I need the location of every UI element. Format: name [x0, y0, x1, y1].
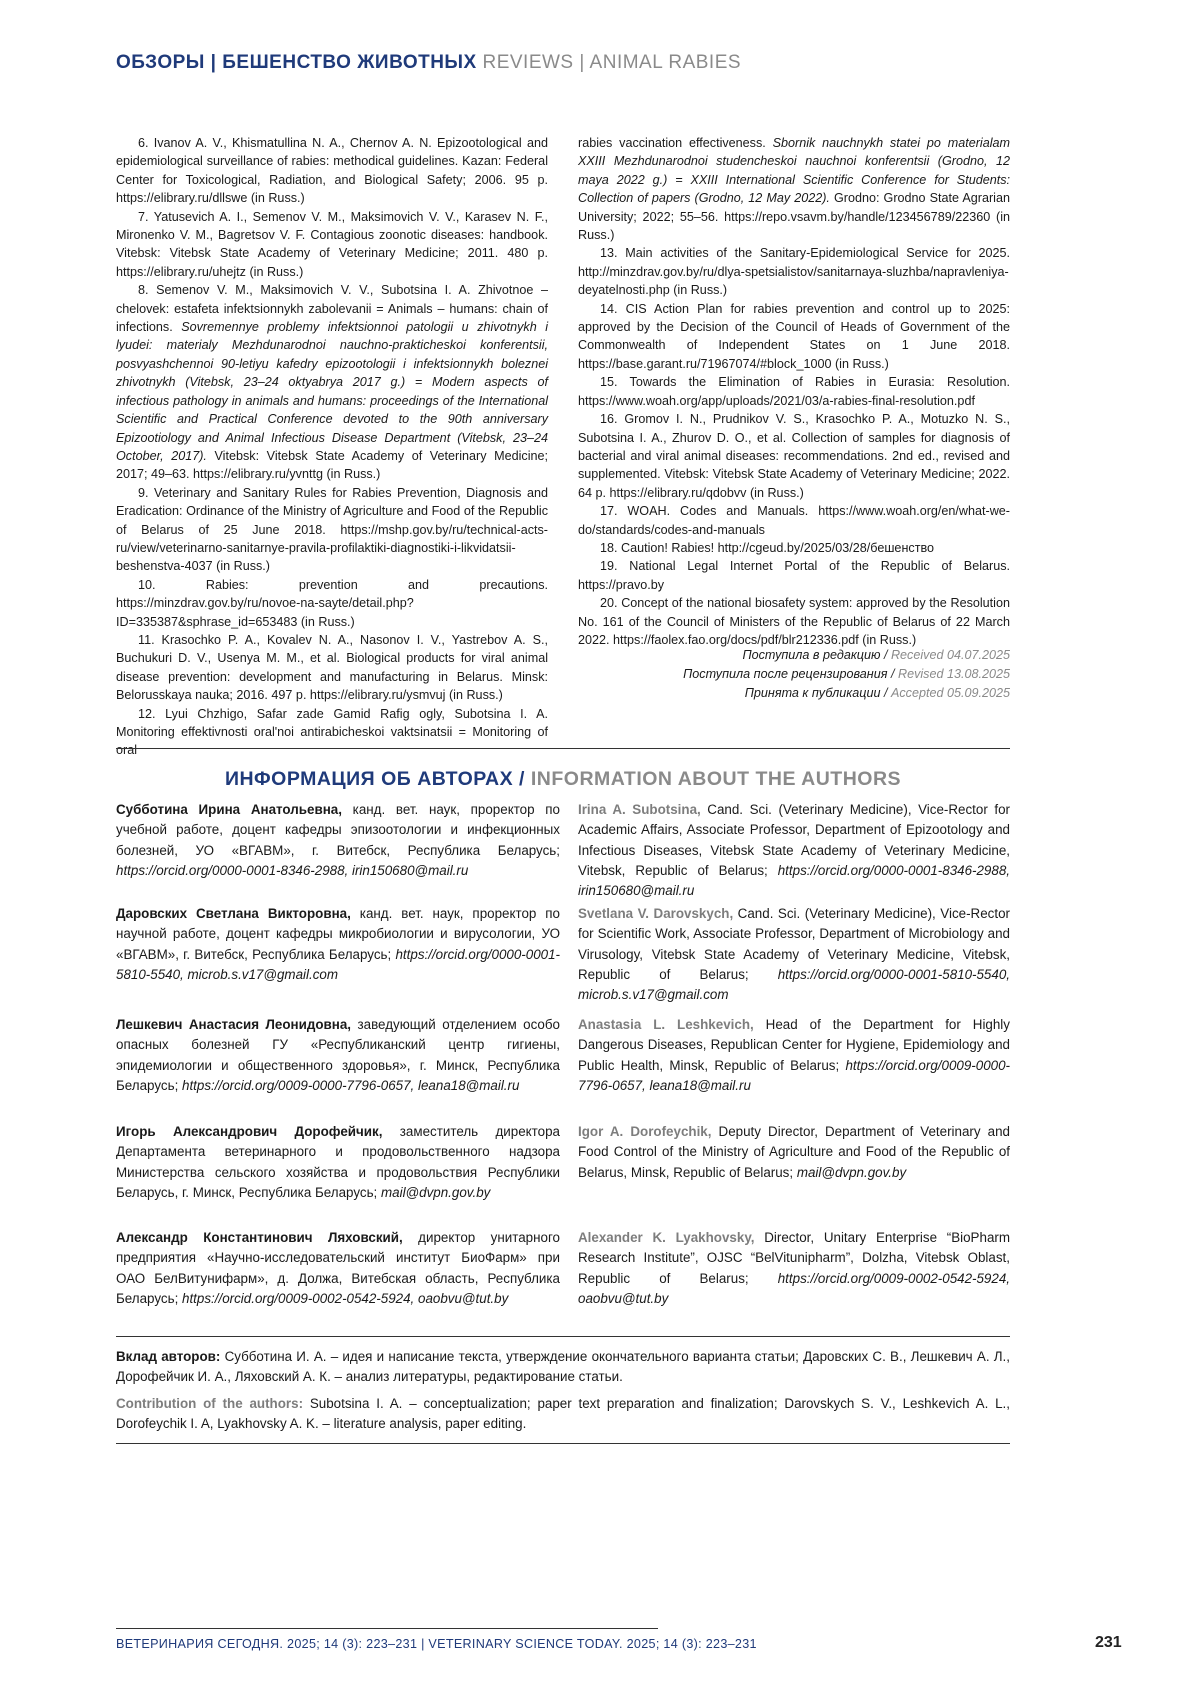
- author-en-1: Irina A. Subotsina, Cand. Sci. (Veterinary Medicine), Vice-Rector for Academic Affairs, Associate Professor, Department of Epizootology and Infectious Diseases, Vitebsk State Academy of Veterinary Medicine, Vitebsk, Republic of Belarus; https://orcid.org/0000-0001-8346-2988, irin150680@mail.ru: [578, 800, 1010, 901]
- divider-authors-top: [116, 748, 1010, 749]
- revised-date: Поступила после рецензирования / Revised 13.08.2025: [578, 665, 1010, 684]
- left-reference-6: 12. Lyui Chzhigo, Safar zade Gamid Rafig ogly, Subotsina I. A. Monitoring effektivnosti oral'noi antirabicheskoi vaktsinatsii = Monitoring of oral: [116, 705, 548, 760]
- footer-citation: ВЕТЕРИНАРИЯ СЕГОДНЯ. 2025; 14 (3): 223–231 | VETERINARY SCIENCE TODAY. 2025; 14 (3): 223–231: [116, 1637, 757, 1651]
- author-en-3: Anastasia L. Leshkevich, Head of the Department for Highly Dangerous Diseases, Republican Center for Hygiene, Epidemiology and Public Health, Minsk, Republic of Belarus; https://orcid.org/0009-0000-7796-0657, leana18@mail.ru: [578, 1015, 1010, 1096]
- right-reference-5: 17. WOAH. Codes and Manuals. https://www.woah.org/en/what-we-do/standards/codes-and-manuals: [578, 502, 1010, 539]
- references-left-column: [116, 134, 548, 760]
- right-reference-4: 16. Gromov I. N., Prudnikov V. S., Krasochko P. A., Motuzko N. S., Subotsina I. A., Zhurov D. O., et al. Collection of samples for diagnosis of bacterial and viral animal diseases: recommendations. 2nd ed., revised and supplemented. Vitebsk: Vitebsk State Academy of Veterinary Medicine; 2022. 64 p. https://elibrary.ru/qdobvv (in Russ.): [578, 410, 1010, 502]
- authors-section-title: ИНФОРМАЦИЯ ОБ АВТОРАХ / INFORMATION ABOUT THE AUTHORS: [116, 768, 1010, 791]
- left-reference-1: 7. Yatusevich A. I., Semenov V. M., Maksimovich V. V., Karasev N. F., Mironenko V. M., Bagretsov V. F. Contagious zoonotic diseases: handbook. Vitebsk: Vitebsk State Academy of Veterinary Medicine; 2011. 480 p. https://elibrary.ru/uhejtz (in Russ.): [116, 208, 548, 282]
- page-number: 231: [1095, 1634, 1122, 1652]
- article-dates: [578, 646, 1010, 703]
- divider-contrib-top: [116, 1336, 1010, 1337]
- accepted-date: Принята к публикации / Accepted 05.09.2025: [578, 684, 1010, 703]
- right-reference-7: 19. National Legal Internet Portal of the Republic of Belarus. https://pravo.by: [578, 557, 1010, 594]
- author-en-4: Igor A. Dorofeychik, Deputy Director, Department of Veterinary and Food Control of the Ministry of Agriculture and Food of the Republic of Belarus, Minsk, Republic of Belarus; mail@dvpn.gov.by: [578, 1122, 1010, 1183]
- running-header: [116, 52, 741, 74]
- right-reference-1: 13. Main activities of the Sanitary-Epidemiological Service for 2025. http://minzdrav.gov.by/ru/dlya-spetsialistov/sanitarnaya-sluzhba/napravleniya-deyatelnosti.php (in Russ.): [578, 244, 1010, 299]
- left-reference-4: 10. Rabies: prevention and precautions. https://minzdrav.gov.by/ru/novoe-na-sayte/detail.php?ID=335387&sphrase_id=653483 (in Russ.): [116, 576, 548, 631]
- header-ru: ОБЗОРЫ | БЕШЕНСТВО ЖИВОТНЫХ: [116, 52, 477, 73]
- contribution-en: Contribution of the authors: Subotsina I. A. – conceptualization; paper text preparation and finalization; Darovskych S. V., Leshkevich A. L., Dorofeychik I. A, Lyakhovsky A. K. – literature analysis, paper editing.: [116, 1394, 1010, 1435]
- right-reference-2: 14. CIS Action Plan for rabies prevention and control up to 2025: approved by the Decision of the Council of Heads of Government of the Commonwealth of Independent States on 1 June 2018. https://base.garant.ru/71967074/#block_1000 (in Russ.): [578, 300, 1010, 374]
- author-ru-5: Александр Константинович Ляховский, директор унитарного предприятия «Научно-исследовательский институт БиоФарм» при ОАО БелВитунифарм», д. Должа, Витебская область, Республика Беларусь; https://orcid.org/0009-0002-0542-5924, oaobvu@tut.by: [116, 1228, 560, 1309]
- references-right-column: [578, 134, 1010, 649]
- header-en: REVIEWS | ANIMAL RABIES: [482, 52, 741, 73]
- contribution-ru: Вклад авторов: Субботина И. А. – идея и написание текста, утверждение окончательного варианта статьи; Даровских С. В., Лешкевич А. Л., Дорофейчик И. А., Ляховский А. К. – анализ литературы, редактирование статьи.: [116, 1347, 1010, 1388]
- left-reference-3: 9. Veterinary and Sanitary Rules for Rabies Prevention, Diagnosis and Eradication: Ordinance of the Ministry of Agriculture and Food of the Republic of Belarus of 25 June 2018. https://mshp.gov.by/ru/technical-acts-ru/view/veterinarno-sanitarnye-pravila-profilaktiki-diagnostiki-i-likvidatsii-beshenstva-4037 (in Russ.): [116, 484, 548, 576]
- author-ru-4: Игорь Александрович Дорофейчик, заместитель директора Департамента ветеринарного и продовольственного надзора Министерства сельского хозяйства и продовольствия Республики Беларусь, г. Минск, Республика Беларусь; mail@dvpn.gov.by: [116, 1122, 560, 1203]
- right-reference-0: rabies vaccination effectiveness. Sbornik nauchnykh statei po materialam XXIII Mezhdunarodnoi studencheskoi nauchnoi konferentsii (Grodno, 12 maya 2022 g.) = XXIII International Scientific Conference for Students: Collection of papers (Grodno, 12 May 2022). Grodno: Grodno State Agrarian University; 2022; 55–56. https://repo.vsavm.by/handle/123456789/22360 (in Russ.): [578, 134, 1010, 244]
- left-reference-5: 11. Krasochko P. A., Kovalev N. A., Nasonov I. V., Yastrebov A. S., Buchukuri D. V., Usenya M. M., et al. Biological products for viral animal disease prevention: development and manufacturing in Belarus. Minsk: Belorusskaya nauka; 2016. 497 p. https://elibrary.ru/ysmvuj (in Russ.): [116, 631, 548, 705]
- author-ru-3: Лешкевич Анастасия Леонидовна, заведующий отделением особо опасных болезней ГУ «Республиканский центр гигиены, эпидемиологии и общественного здоровья», г. Минск, Республика Беларусь; https://orcid.org/0009-0000-7796-0657, leana18@mail.ru: [116, 1015, 560, 1096]
- author-en-2: Svetlana V. Darovskych, Cand. Sci. (Veterinary Medicine), Vice-Rector for Scientific Work, Associate Professor, Department of Microbiology and Virusology, Vitebsk State Academy of Veterinary Medicine, Vitebsk, Republic of Belarus; https://orcid.org/0000-0001-5810-5540, microb.s.v17@gmail.com: [578, 904, 1010, 1005]
- right-reference-3: 15. Towards the Elimination of Rabies in Eurasia: Resolution. https://www.woah.org/app/uploads/2021/03/a-rabies-final-resolution.pdf: [578, 373, 1010, 410]
- left-reference-0: 6. Ivanov A. V., Khismatullina N. A., Chernov A. N. Epizootological and epidemiological surveillance of rabies: methodical guidelines. Kazan: Federal Center for Toxicological, Radiation, and Biological Safety; 2006. 95 p. https://elibrary.ru/dllswe (in Russ.): [116, 134, 548, 208]
- footer-rule: [116, 1628, 658, 1629]
- divider-contrib-bottom: [116, 1443, 1010, 1444]
- author-ru-2: Даровских Светлана Викторовна, канд. вет. наук, проректор по научной работе, доцент кафедры микробиологии и вирусологии, УО «ВГАВМ», г. Витебск, Республика Беларусь; https://orcid.org/0000-0001-5810-5540, microb.s.v17@gmail.com: [116, 904, 560, 985]
- right-reference-8: 20. Concept of the national biosafety system: approved by the Resolution No. 161 of the Council of Ministers of the Republic of Belarus of 22 March 2022. https://faolex.fao.org/docs/pdf/blr212336.pdf (in Russ.): [578, 594, 1010, 649]
- author-en-5: Alexander K. Lyakhovsky, Director, Unitary Enterprise “BioPharm Research Institute”, OJSC “BelVitunipharm”, Dolzha, Vitebsk Oblast, Republic of Belarus; https://orcid.org/0009-0002-0542-5924, oaobvu@tut.by: [578, 1228, 1010, 1309]
- author-ru-1: Субботина Ирина Анатольевна, канд. вет. наук, проректор по учебной работе, доцент кафедры эпизоотологии и инфекционных болезней, УО «ВГАВМ», г. Витебск, Республика Беларусь; https://orcid.org/0000-0001-8346-2988, irin150680@mail.ru: [116, 800, 560, 881]
- right-reference-6: 18. Caution! Rabies! http://cgeud.by/2025/03/28/бешенство: [578, 539, 1010, 557]
- left-reference-2: 8. Semenov V. M., Maksimovich V. V., Subotsina I. A. Zhivotnoe – chelovek: estafeta infektsionnykh zabolevanii = Animals – humans: chain of infections. Sovremennye problemy infektsionnoi patologii u zhivotnykh i lyudei: materialy Mezhdunarodnoi nauchno-prakticheskoi konferentsii, posvyashchennoi 90-letiyu kafedry epizootologii i infektsionnykh boleznei zhivotnykh (Vitebsk, 23–24 oktyabrya 2017 g.) = Modern aspects of infectious pathology in animals and humans: proceedings of the International Scientific and Practical Conference devoted to the 90th anniversary Epizootiology and Animal Infectious Disease Department (Vitebsk, 23–24 October, 2017). Vitebsk: Vitebsk State Academy of Veterinary Medicine; 2017; 49–63. https://elibrary.ru/yvnttg (in Russ.): [116, 281, 548, 483]
- received-date: Поступила в редакцию / Received 04.07.2025: [578, 646, 1010, 665]
